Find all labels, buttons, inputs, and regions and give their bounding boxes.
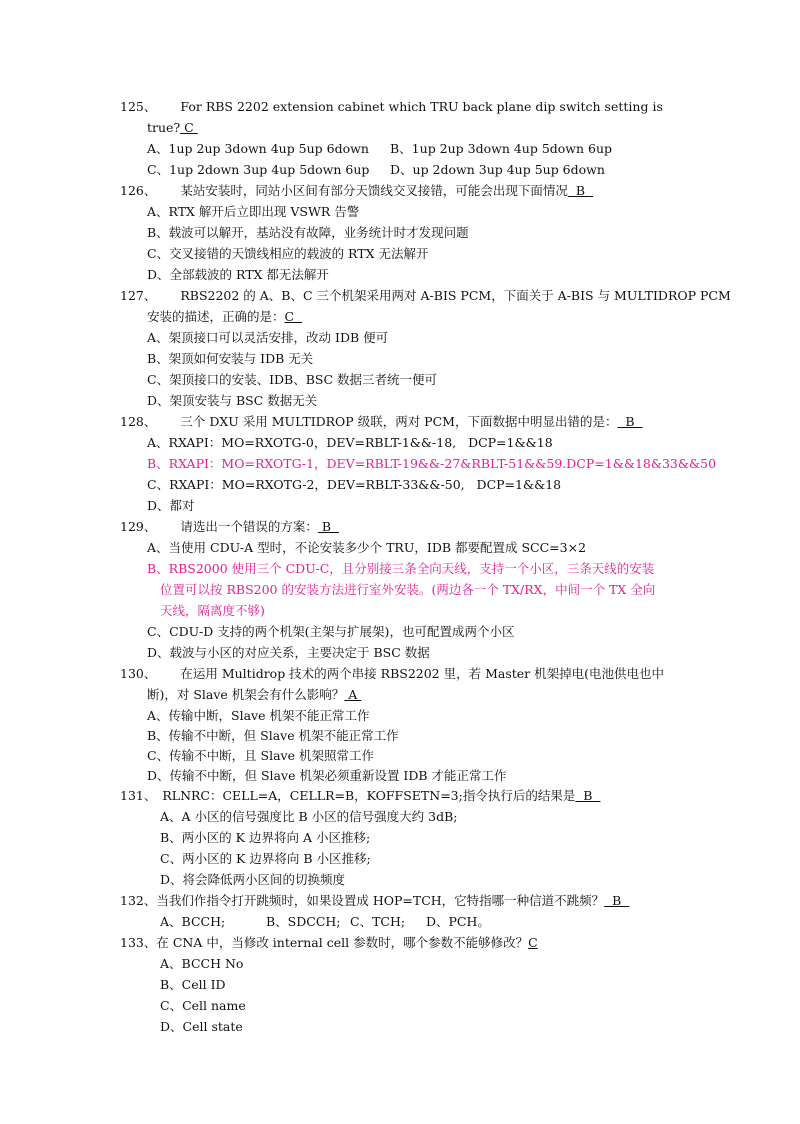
question-130-line-2 [147, 686, 361, 704]
question-text: RLNRC：CELL=A，CELLR=B，KOFFSETN=3;指令执行后的结果是 [162, 788, 576, 803]
question-number: 132、 [120, 893, 157, 908]
question-133 [120, 934, 538, 952]
question-number: 127、 [120, 288, 157, 303]
question-text: 在 CNA 中，当修改 internal cell 参数时，哪个参数不能够修改？ [156, 935, 529, 950]
question-130-line-1 [120, 665, 664, 683]
question-125-line-1 [120, 98, 663, 116]
option-c: C、架顶接口的安装、IDB、BSC 数据三者统一便可 [147, 372, 437, 387]
option-b: B、Cell ID [160, 977, 226, 992]
option-d: D、up 2down 3up 4up 5up 6down [390, 162, 605, 177]
answer: C [528, 935, 538, 950]
option-d: D、PCH。 [426, 914, 490, 929]
answer: C [180, 120, 198, 135]
question-text: RBS2202 的 A、B、C 三个机架采用两对 A-BIS PCM，下面关于 A-BIS 与 MULTIDROP PCM [180, 288, 731, 303]
answer: C [284, 309, 303, 324]
question-number: 126、 [120, 183, 157, 198]
option-d: D、将会降低两小区间的切换频度 [160, 872, 346, 887]
question-number: 129、 [120, 519, 157, 534]
question-125-line-2 [147, 119, 198, 137]
answer: A [344, 687, 362, 702]
option-b-highlighted-line-2: 位置可以按 RBS200 的安装方法进行室外安装。(两边各一个 TX/RX，中间一个 TX 全向 [160, 582, 656, 597]
option-b: B、1up 2up 3down 4up 5down 6up [390, 141, 613, 156]
question-132 [120, 892, 629, 910]
question-text: 三个 DXU 采用 MULTIDROP 级联，两对 PCM，下面数据中明显出错的是： [180, 414, 618, 429]
option-d: D、载波与小区的对应关系，主要决定于 BSC 数据 [147, 645, 430, 660]
option-c: C、两小区的 K 边界将向 B 小区推移; [160, 851, 371, 866]
option-a: A、架顶接口可以灵活安排，改动 IDB 便可 [147, 330, 389, 345]
answer: B [575, 788, 601, 803]
answer: B [617, 414, 643, 429]
question-text: 请选出一个错误的方案： [180, 519, 318, 534]
option-b: B、架顶如何安装与 IDB 无关 [147, 351, 314, 366]
option-c: C、CDU-D 支持的两个机架(主架与扩展架)，也可配置成两个小区 [147, 624, 515, 639]
question-number: 130、 [120, 666, 157, 681]
question-126 [120, 182, 593, 200]
option-c: C、交叉接错的天馈线相应的载波的 RTX 无法解开 [147, 246, 429, 261]
option-d: D、Cell state [160, 1019, 243, 1034]
option-b-highlighted-line-1: B、RBS2000 使用三个 CDU-C，且分别接三条全向天线，支持一个小区，三条天线的安装 [147, 561, 655, 576]
option-b: B、SDCCH; [266, 914, 341, 929]
option-d: D、传输不中断，但 Slave 机架必须重新设置 IDB 才能正常工作 [147, 768, 507, 783]
option-b-highlighted: B、RXAPI：MO=RXOTG-1，DEV=RBLT-19&&-27&RBLT-51&&59.DCP=1&&18&33&&50 [147, 456, 717, 471]
question-127-line-2 [147, 308, 302, 326]
answer: B [567, 183, 593, 198]
question-text: 安装的描述，正确的是： [147, 309, 285, 324]
question-text: 断)，对 Slave 机架会有什么影响？ [147, 687, 345, 702]
option-d: D、都对 [147, 498, 195, 513]
question-text: true? [147, 120, 181, 135]
option-c: C、1up 2down 3up 4up 5down 6up [147, 162, 370, 177]
option-d: D、全部载波的 RTX 都无法解开 [147, 267, 329, 282]
question-129 [120, 518, 339, 536]
question-text: 在运用 Multidrop 技术的两个串接 RBS2202 里，若 Master 机架掉电(电池供电也中 [180, 666, 664, 681]
question-text: 当我们作指令打开跳频时，如果设置成 HOP=TCH，它特指哪一种信道不跳频？ [156, 893, 605, 908]
question-128 [120, 413, 643, 431]
option-a: A、传输中断，Slave 机架不能正常工作 [147, 708, 370, 723]
question-text: For RBS 2202 extension cabinet which TRU back plane dip switch setting is [180, 99, 663, 114]
option-a: A、BCCH No [160, 956, 244, 971]
option-c: C、TCH; [350, 914, 406, 929]
option-d: D、架顶安装与 BSC 数据无关 [147, 393, 318, 408]
option-a: A、A 小区的信号强度比 B 小区的信号强度大约 3dB; [160, 809, 458, 824]
option-a: A、RXAPI：MO=RXOTG-0，DEV=RBLT-1&&-18, DCP=1&&18 [147, 435, 553, 450]
question-text: 某站安装时，同站小区间有部分天馈线交叉接错，可能会出现下面情况 [180, 183, 568, 198]
question-number: 131、 [120, 788, 157, 803]
option-a: A、1up 2up 3down 4up 5up 6down [147, 141, 369, 156]
option-a: A、BCCH; [160, 914, 226, 929]
option-c: C、Cell name [160, 998, 246, 1013]
option-c: C、传输不中断，且 Slave 机架照常工作 [147, 748, 374, 763]
option-a: A、当使用 CDU-A 型时，不论安装多少个 TRU，IDB 都要配置成 SCC=3×2 [147, 540, 587, 555]
question-131 [120, 787, 600, 805]
option-b: B、载波可以解开，基站没有故障，业务统计时才发现问题 [147, 225, 469, 240]
option-b-highlighted-line-3: 天线，隔离度不够) [160, 603, 265, 618]
answer: B [604, 893, 630, 908]
option-b: B、两小区的 K 边界将向 A 小区推移; [160, 830, 371, 845]
question-number: 128、 [120, 414, 157, 429]
question-number: 125、 [120, 99, 157, 114]
question-number: 133、 [120, 935, 157, 950]
option-b: B、传输不中断，但 Slave 机架不能正常工作 [147, 728, 399, 743]
option-a: A、RTX 解开后立即出现 VSWR 告警 [147, 204, 360, 219]
option-c: C、RXAPI：MO=RXOTG-2，DEV=RBLT-33&&-50, DCP=1&&18 [147, 477, 562, 492]
question-127-line-1 [120, 287, 731, 305]
answer: B [317, 519, 339, 534]
